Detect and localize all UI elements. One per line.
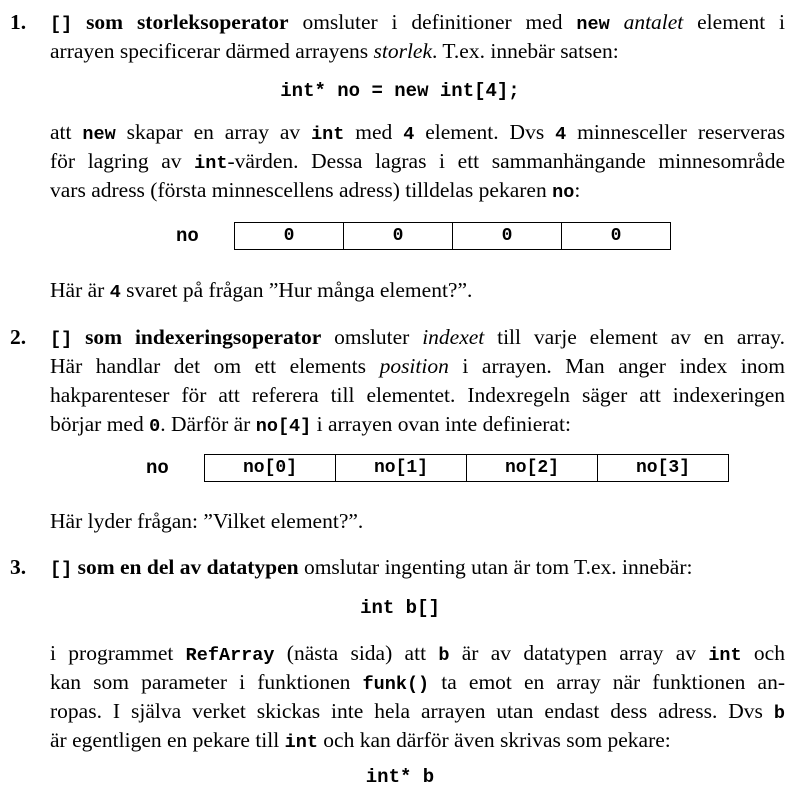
array-diagram-2 — [146, 454, 729, 482]
array-cell: 0 — [453, 223, 562, 249]
item-number-3: 3. — [10, 555, 27, 579]
array-cell: no[2] — [467, 455, 598, 481]
s1-line-4: för lagring av int-värden. Dessa lagras i ett sammanhängande minnesområde — [50, 149, 786, 174]
array-cell: 0 — [235, 223, 344, 249]
s3-line-2: i programmet RefArray (nästa sida) att b är av datatypen array av int och — [50, 641, 785, 666]
item-number-2: 2. — [10, 325, 27, 349]
array-cell: no[3] — [635, 458, 690, 478]
array-cell: 0 — [610, 226, 622, 246]
s3-code-1: int b[] — [360, 597, 440, 619]
array-label: no — [176, 225, 199, 247]
s3-line-4: ropas. I själva verket skickas inte hela arrayen utan endast dess adress. Dvs b — [50, 699, 785, 724]
array-label: no — [146, 457, 169, 479]
s3-code-2: int* b — [365, 766, 435, 788]
s3-line-1: [] som en del av datatypen omslutar ingenting utan är tom T.ex. innebär: — [50, 555, 693, 580]
array-cell: no[1] — [336, 455, 467, 481]
array-cell: 0 — [344, 223, 453, 249]
array-cells — [204, 454, 729, 482]
s1-line-5: vars adress (första minnescellens adress) tilldelas pekaren no: — [50, 178, 581, 203]
s3-line-3: kan som parameter i funktionen funk() ta emot en array när funktionen an- — [50, 670, 785, 695]
s1-line-3: att new skapar en array av int med 4 element. Dvs 4 minnesceller reserveras — [50, 120, 785, 145]
s1-line-6: Här är 4 svaret på frågan ”Hur många element?”. — [50, 278, 473, 303]
array-cells — [234, 222, 671, 250]
s2-line-2: Här handlar det om ett elements position i arrayen. Man anger index inom — [50, 354, 785, 378]
s1-code: int* no = new int[4]; — [280, 80, 520, 102]
item-number-1: 1. — [10, 10, 27, 34]
s2-line-4: börjar med 0. Därför är no[4] i arrayen ovan inte definierat: — [50, 412, 571, 437]
s3-line-5: är egentligen en pekare till int och kan därför även skrivas som pekare: — [50, 728, 671, 753]
s2-line-5: Här lyder frågan: ”Vilket element?”. — [50, 509, 364, 533]
array-cell: no[0] — [205, 455, 336, 481]
s1-line-1: [] som storleksoperator omsluter i definitioner med new antalet element i — [50, 10, 786, 35]
s2-line-3: hakparenteser för att referera till elementet. Indexregeln säger att indexeringen — [50, 383, 785, 407]
array-diagram-1 — [176, 222, 671, 250]
s2-line-1: [] som indexeringsoperator omsluter indexet till varje element av en array. — [50, 325, 785, 350]
s1-line-2: arrayen specificerar därmed arrayens storlek. T.ex. innebär satsen: — [50, 39, 619, 63]
